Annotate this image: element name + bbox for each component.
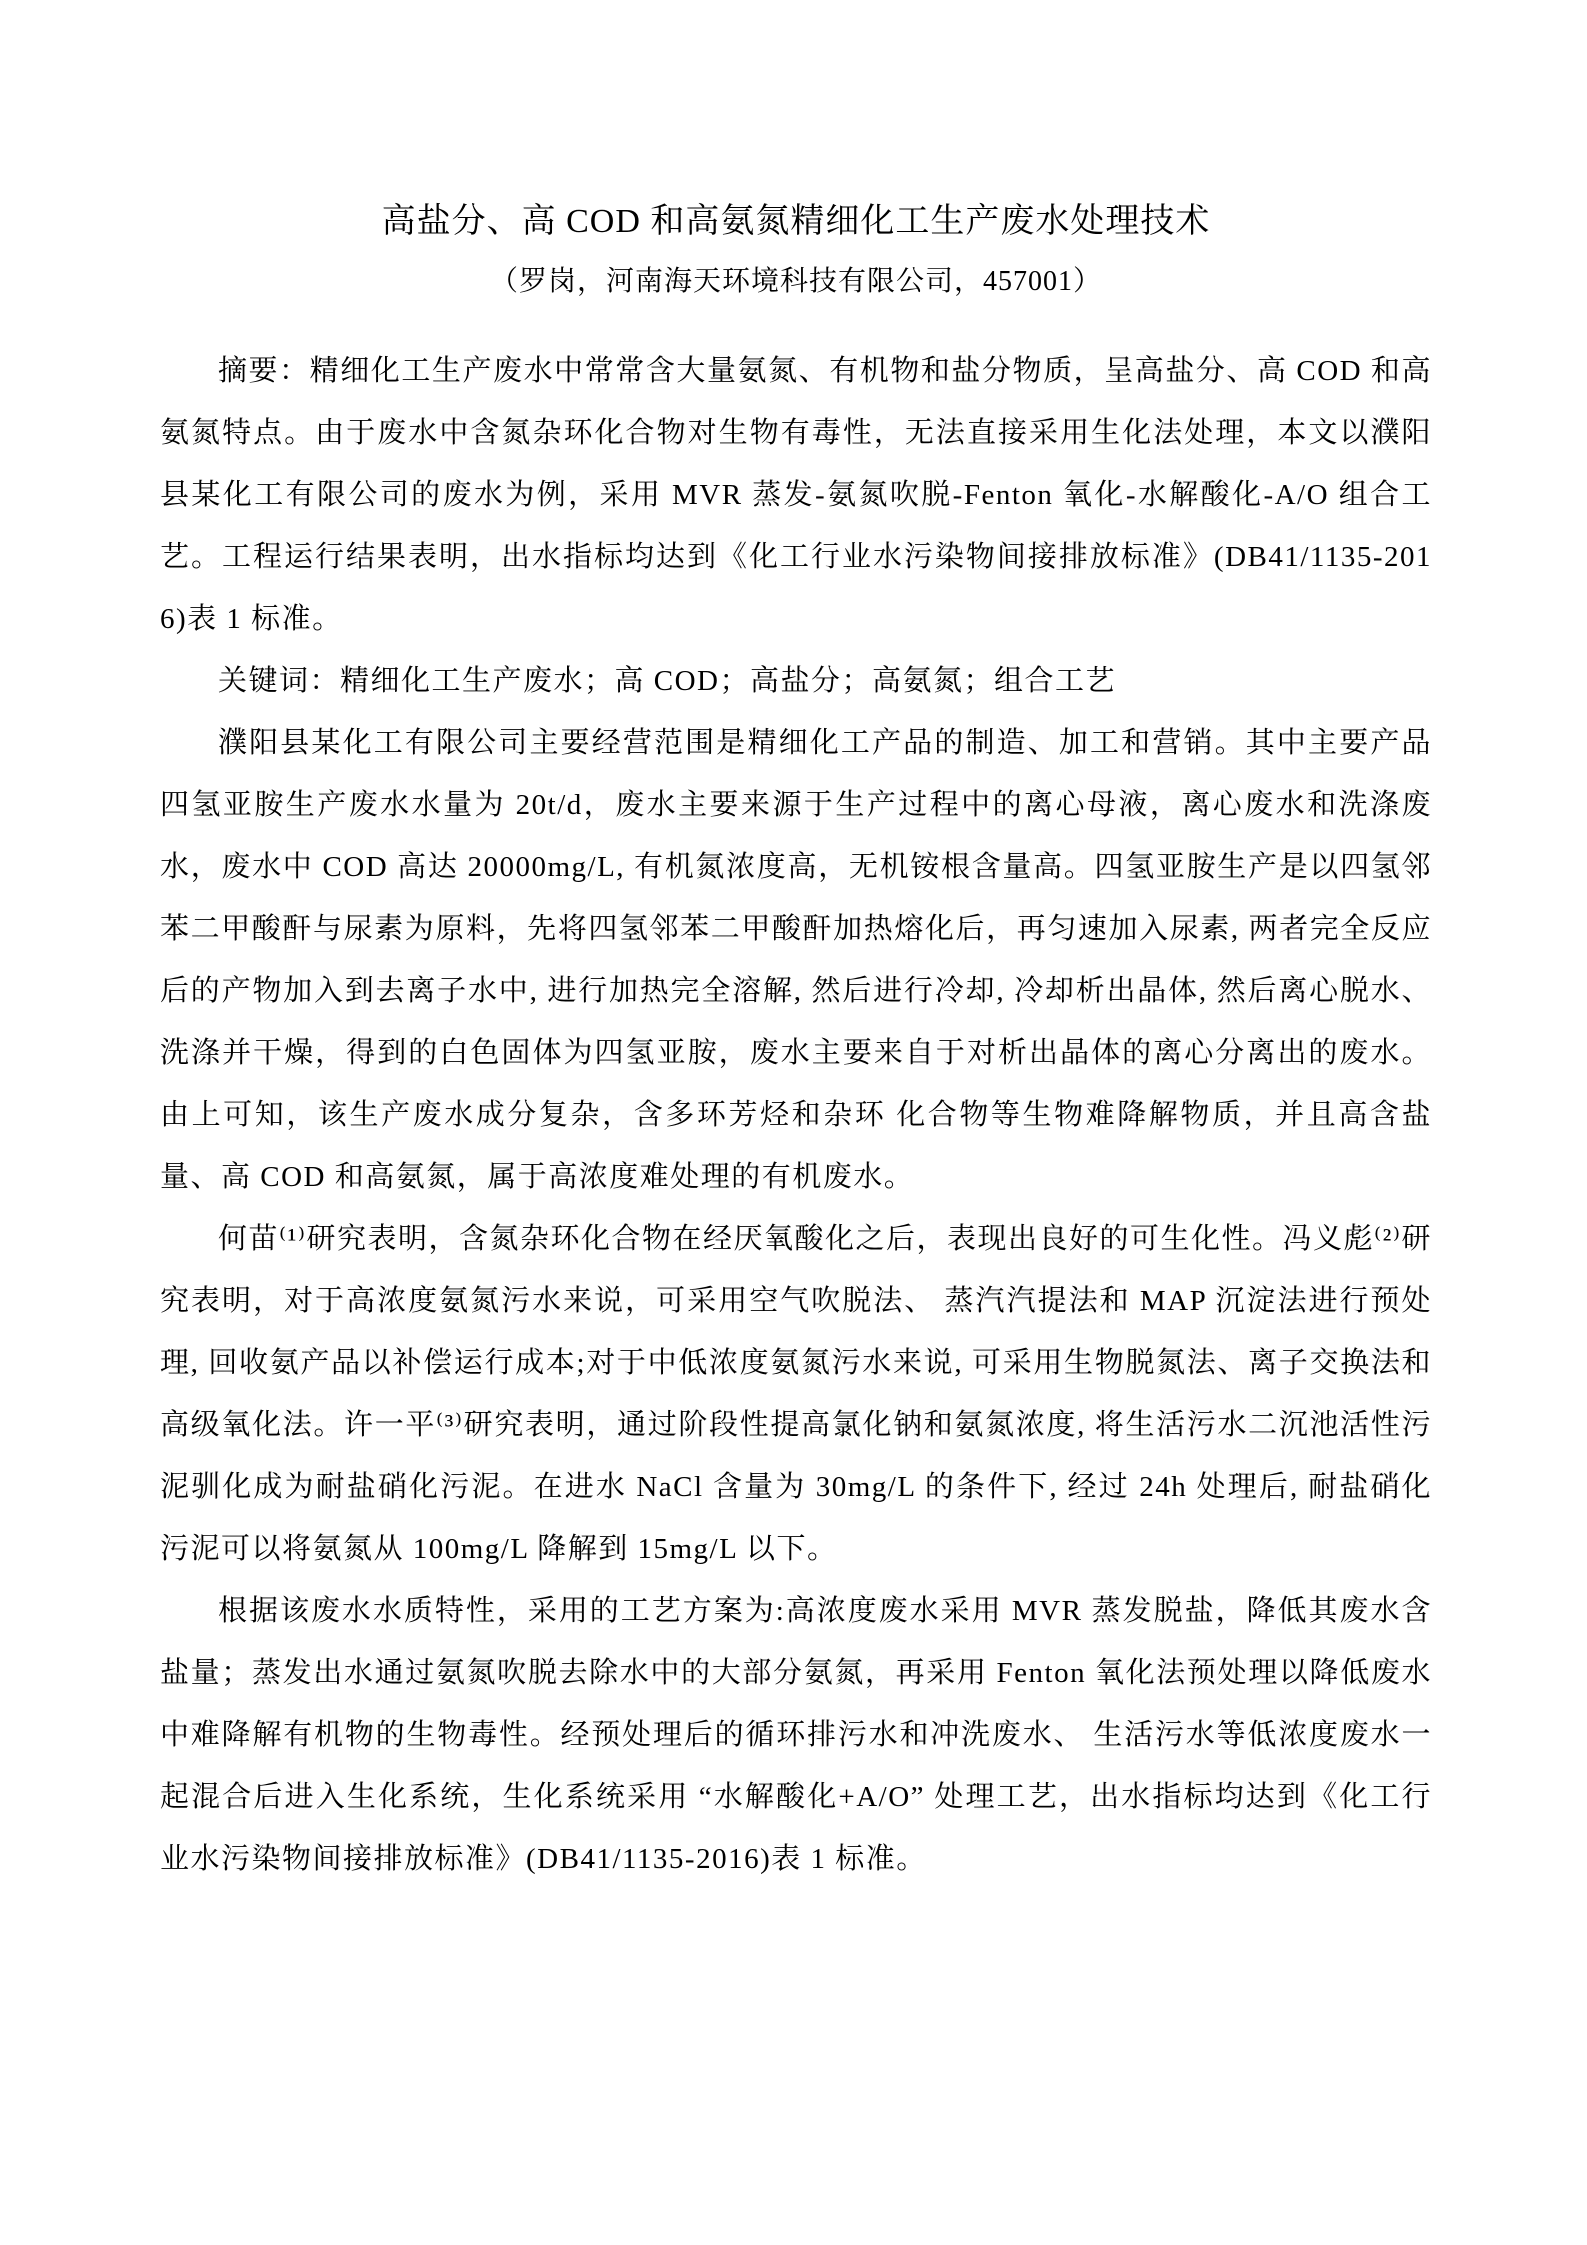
paragraph-process-scheme: 根据该废水水质特性，采用的工艺方案为:高浓度废水采用 MVR 蒸发脱盐，降低其废水含盐量；蒸发出水通过氨氮吹脱去除水中的大部分氨氮，再采用 Fenton 氧化法预处理以降低废水中难降解有机物的生物毒性。经预处理后的循环排污水和冲洗废水、 生活污水等低浓度废水一起混合后进入生化系统，生化系统采用 “水解酸化+A/O” 处理工艺，出水指标均达到《化工行业水污染物间接排放标准》(DB41/1135-2016)表 1 标准。 <box>160 1595 1432 1875</box>
document-body <box>160 340 1432 1890</box>
paragraph-abstract: 摘要：精细化工生产废水中常常含大量氨氮、有机物和盐分物质，呈高盐分、高 COD 和高氨氮特点。由于废水中含氮杂环化合物对生物有毒性，无法直接采用生化法处理，本文以濮阳县某化工有限公司的废水为例，采用 MVR 蒸发-氨氮吹脱-Fenton 氧化-水解酸化-A/O 组合工艺。工程运行结果表明，出水指标均达到《化工行业水污染物间接排放标准》(DB41/1135-2016)表 1 标准。 <box>160 355 1432 635</box>
paragraph-keywords: 关键词：精细化工生产废水；高 COD；高盐分；高氨氮；组合工艺 <box>218 665 1116 697</box>
affiliation-line: （罗岗，河南海天环境科技有限公司，457001） <box>489 266 1102 297</box>
page-title: 高盐分、高 COD 和高氨氮精细化工生产废水处理技术 <box>381 203 1211 240</box>
paragraph-introduction: 濮阳县某化工有限公司主要经营范围是精细化工产品的制造、加工和营销。其中主要产品四氢亚胺生产废水水量为 20t/d，废水主要来源于生产过程中的离心母液，离心废水和洗涤废水，废水中 COD 高达 20000mg/L, 有机氮浓度高，无机铵根含量高。四氢亚胺生产是以四氢邻苯二甲酸酐与尿素为原料，先将四氢邻苯二甲酸酐加热熔化后，再匀速加入尿素, 两者完全反应后的产物加入到去离子水中, 进行加热完全溶解, 然后进行冷却, 冷却析出晶体, 然后离心脱水、洗涤并干燥，得到的白色固体为四氢亚胺，废水主要来自于对析出晶体的离心分离出的废水。 由上可知，该生产废水成分复杂，含多环芳烃和杂环 化合物等生物难降解物质，并且高含盐量、高 COD 和高氨氮，属于高浓度难处理的有机废水。 <box>160 727 1432 1193</box>
paragraph-literature-review: 何苗⁽¹⁾研究表明，含氮杂环化合物在经厌氧酸化之后，表现出良好的可生化性。冯义彪⁽²⁾研究表明，对于高浓度氨氮污水来说，可采用空气吹脱法、 蒸汽汽提法和 MAP 沉淀法进行预处理, 回收氨产品以补偿运行成本;对于中低浓度氨氮污水来说, 可采用生物脱氮法、离子交换法和高级氧化法。许一平⁽³⁾研究表明，通过阶段性提高氯化钠和氨氮浓度, 将生活污水二沉池活性污泥驯化成为耐盐硝化污泥。在进水 NaCl 含量为 30mg/L 的条件下, 经过 24h 处理后, 耐盐硝化污泥可以将氨氮从 100mg/L 降解到 15mg/L 以下。 <box>160 1223 1432 1565</box>
